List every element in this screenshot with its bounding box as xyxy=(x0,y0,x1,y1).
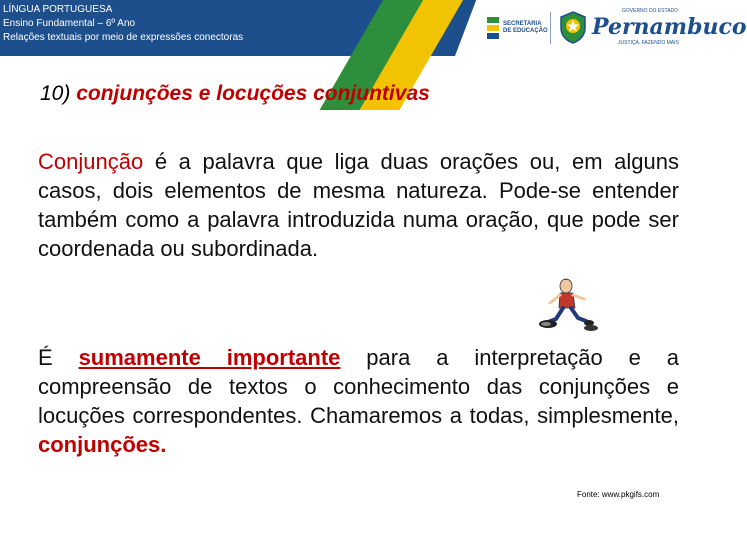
title-topic: conjunções e locuções conjuntivas xyxy=(76,82,430,105)
running-boy-icon xyxy=(536,276,604,334)
grade-label: Ensino Fundamental – 6º Ano xyxy=(3,18,136,29)
image-source: Fonte: www.pkgifs.com xyxy=(577,490,660,499)
course-info xyxy=(3,3,243,45)
header-banner xyxy=(0,0,747,56)
subject-label: LÍNGUA PORTUGUESA xyxy=(3,4,113,15)
definition-term: Conjunção xyxy=(38,149,144,174)
slide-title xyxy=(40,82,430,106)
secretaria-line2: DE EDUCAÇÃO xyxy=(503,28,548,34)
lesson-label: Relações textuais por meio de expressões conectoras xyxy=(3,32,244,43)
importance-final-term: conjunções. xyxy=(38,432,167,457)
importance-start: É xyxy=(38,345,79,370)
state-crest-icon xyxy=(558,10,588,44)
secretaria-logo xyxy=(487,13,548,43)
secretaria-line1: SECRETARIA xyxy=(503,21,542,27)
definition-paragraph xyxy=(38,147,679,263)
secretaria-emblem-icon xyxy=(487,17,499,39)
logo-divider xyxy=(550,12,551,44)
state-motto: JUSTIÇA. FAZENDO MAIS xyxy=(618,40,679,46)
importance-text: para a interpretação e a compreensão de textos o conhecimento das conjunções e locuções correspondentes. Chamaremos a todas, simplesmente, xyxy=(38,345,679,428)
importance-emphasis: sumamente importante xyxy=(78,345,341,370)
importance-paragraph xyxy=(38,343,679,459)
state-government-label: GOVERNO DO ESTADO xyxy=(622,8,679,14)
definition-text: é a palavra que liga duas orações ou, em alguns casos, dois elementos de mesma natureza. Pode-se entender também como a palavra introduzida numa oração, que pode ser coordenada ou subordinada. xyxy=(38,149,679,261)
state-logo-text: Pernambuco xyxy=(592,14,747,40)
title-number: 10) xyxy=(40,82,71,105)
